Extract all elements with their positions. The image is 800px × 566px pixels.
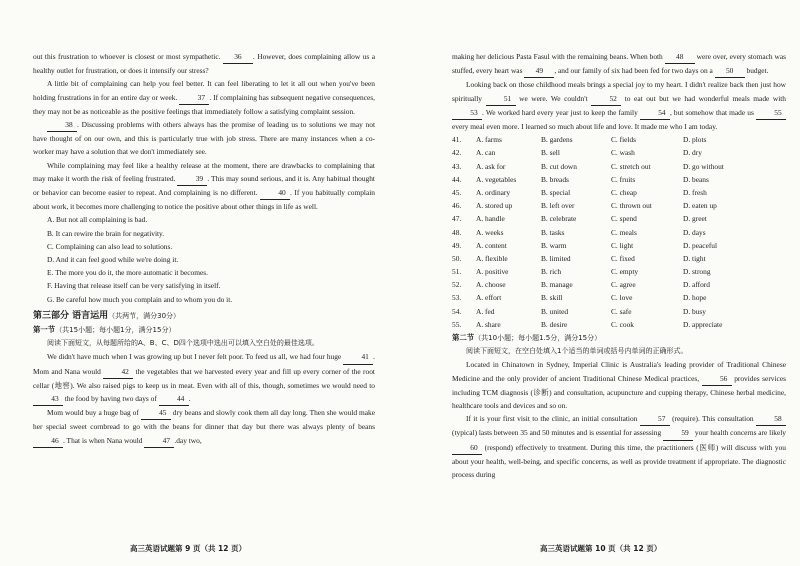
blank-48: 48 [665, 50, 695, 64]
section2-instructions: 阅读下面短文，在空白处填入1个适当的单词或括号内单词的正确形式。 [466, 347, 688, 356]
table-row: 42. A. can B. sell C. wash D. dry [452, 148, 702, 158]
blank-60: 60 [452, 441, 482, 455]
paragraph: out this frustration to whoever is closest or most sympathetic. 36 . However, does complaining allow us a healthy outlet for frustration, or does it intensify our stress? [33, 52, 375, 76]
left-page [33, 50, 375, 448]
table-row: 47. A. handle B. celebrate C. spend D. greet [452, 214, 707, 224]
page-footer: 高三英语试题第 10 页（共 12 页） [540, 544, 662, 553]
paragraph: While complaining may feel like a healthy release at the moment, there are drawbacks to complaining that may make it worth the risk of feeling frustrated. 39 . This may sound serious, and it is. Any habitual thought or behavior can become easier to repeat. And complaining is no different. 40 . If you habitually complain about work, it becomes more challenging to notice the positive about other things in life as well. [33, 160, 375, 212]
answer-options-table [452, 133, 786, 331]
blank-53: 53 [452, 106, 482, 120]
blank-55: 55 [756, 106, 786, 120]
blank-59: 59 [663, 426, 693, 440]
blank-47: 47 [144, 434, 174, 448]
table-row: 43. A. ask for B. cut down C. stretch out D. go without [452, 161, 724, 171]
blank-40: 40 [260, 186, 290, 200]
table-row: 45. A. ordinary B. special C. cheap D. fresh [452, 187, 707, 197]
page-footer: 高三英语试题第 9 页（共 12 页） [130, 544, 247, 553]
table-row: 50. A. flexible B. limited C. fixed D. tight [452, 253, 706, 263]
blank-52: 52 [591, 92, 621, 106]
table-row: 54. A. fed B. united C. safe D. busy [452, 306, 706, 316]
table-row: 55. A. share B. desire C. cook D. appreciate [452, 319, 723, 329]
table-row: 44. A. vegetables B. breads C. fruits D. beans [452, 174, 709, 184]
option: B. It can rewire the brain for negativity. [47, 228, 165, 238]
paragraph: We didn't have much when I was growing up but I never felt poor. To feed us all, we had four huge 41 . Mom and Nana would 42 the vegetables that we harvested every year and fill up every corner of the root cellar (地窖). We also raised pigs to keep us in meat. Even with all of this, though, sometimes we would need to 43 the food by having two days of 44 . [33, 350, 375, 406]
blank-36: 36 [223, 50, 253, 64]
blank-38: 38 [47, 118, 77, 132]
right-page [452, 50, 786, 481]
option: G. Be careful how much you complain and to whom you do it. [47, 294, 233, 304]
blank-45: 45 [141, 406, 171, 420]
blank-42: 42 [103, 365, 133, 379]
option: E. The more you do it, the more automatic it becomes. [47, 268, 208, 278]
paragraph: 38 . Discussing problems with others always has the promise of leading us to solutions we may not have thought of on our own, and this is particularly true with job stress. There are many instances when a co-worker may have a solution that we don't immediately see. [33, 120, 375, 157]
paragraph: Mom would buy a huge bag of 45 dry beans and slowly cook them all day long. Then she would make her special sweet cornbread to go with the beans for dinner that day but there was always plenty of beans 46 . That is when Nana would 47 .day two, [33, 406, 375, 448]
option: C. Complaining can also lead to solutions. [47, 241, 173, 251]
paragraph: A little bit of complaining can help you feel better. It can feel liberating to let it all out when you've been holding frustrations in for an entire day or week. 37 . If complaining has subsequent negative consequences, they may not be as noticeable as the positive feelings that immediately follow a satisfying complaint session. [33, 79, 375, 116]
section1-heading: 第一节（共15小题；每小题1分，满分15分） [33, 325, 176, 335]
table-row: 49. A. content B. warm C. light D. peaceful [452, 240, 718, 250]
blank-41: 41 [343, 350, 373, 364]
blank-51: 51 [486, 92, 516, 106]
table-row: 51. A. positive B. rich C. empty D. strong [452, 267, 711, 277]
section1-instructions: 阅读下面短文，从每题所给的A、B、C、D四个选项中选出可以填入空白处的最佳选项。 [47, 339, 319, 348]
part3-heading: 第三部分 语言运用（共两节，满分30分） [33, 310, 181, 321]
option: D. And it can feel good while we're doing it. [47, 255, 179, 265]
blank-44: 44 [159, 392, 189, 406]
option: A. But not all complaining is bad. [47, 215, 148, 225]
table-row: 46. A. stored up B. left over C. thrown out D. eaten up [452, 201, 717, 211]
paragraph: Looking back on those childhood meals brings a special joy to my heart. I didn't realize back then just how spiritually 51 we were. We couldn't 52 to eat out but we had wonderful meals made with 53 . We worked hard every year just to keep the family 54 , but somehow that made us 55 every meal even more. I learned so much about life and love. It made me who I am today. [452, 80, 786, 132]
table-row: 41. A. farms B. gardens C. fields D. plots [452, 135, 707, 145]
blank-50: 50 [715, 64, 745, 78]
blank-56: 56 [702, 372, 732, 386]
option: F. Having that release itself can be very satisfying in itself. [47, 281, 221, 291]
blank-43: 43 [33, 392, 63, 406]
blank-37: 37 [179, 91, 209, 105]
paragraph: If it is your first visit to the clinic, an initial consultation 57 (require). This consultation 58 (typical) lasts between 35 and 50 minutes and is essential for assessing 59 your health concerns are likely 60 (respond) effectively to treatment. During this time, the practitioners (医师) will discuss with you about your health, well-being, and specific concerns, as well as provide treatment if appropriate. The diagnostic process during [452, 414, 786, 480]
table-row: 52. A. choose B. manage C. agree D. afford [452, 280, 710, 290]
blank-39: 39 [177, 172, 207, 186]
paragraph: making her delicious Pasta Fasul with the remaining beans. When both 48 were over, every stomach was stuffed, every heart was 49 , and our family of six had been fed for two days on a 50 budget. [452, 50, 786, 78]
blank-57: 57 [640, 412, 670, 426]
blank-58: 58 [756, 412, 786, 426]
section2-heading: 第二节（共10小题；每小题1.5分，满分15分） [452, 333, 602, 343]
blank-49: 49 [524, 64, 554, 78]
table-row: 53. A. effort B. skill C. love D. hope [452, 293, 707, 303]
blank-54: 54 [640, 106, 670, 120]
blank-46: 46 [33, 434, 63, 448]
table-row: 48. A. weeks B. tasks C. meals D. days [452, 227, 706, 237]
paragraph: Located in Chinatown in Sydney, Imperial Clinic is Australia's leading provider of Traditional Chinese Medicine and the only provider of ancient Traditional Chinese Medical practices, 56 provides services including TCM diagnosis (诊断) and consultation, acupuncture and cupping therapy, Chinese herbal medicine, healthcare tools and devices and so on. [452, 360, 786, 411]
options-list [33, 213, 375, 305]
